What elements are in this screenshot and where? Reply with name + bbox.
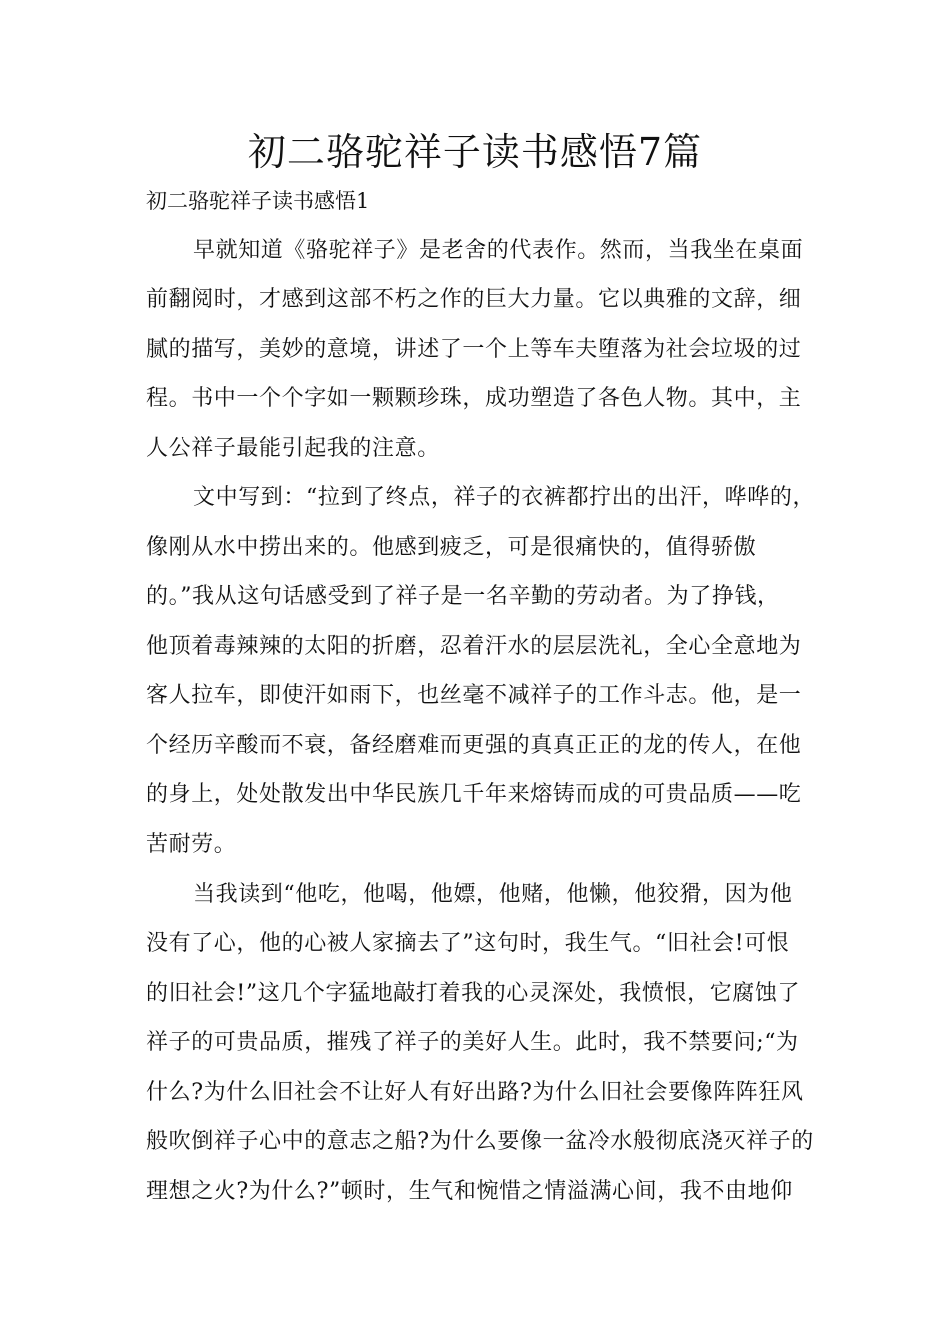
text-line: 客人拉车，即使汗如雨下，也丝毫不减祥子的工作斗志。他，是一 — [146, 683, 802, 708]
text-line: 像刚从水中捞出来的。他感到疲乏，可是很痛快的，值得骄傲 — [146, 535, 757, 560]
text-line: 祥子的可贵品质，摧残了祥子的美好人生。此时，我不禁要问;“为 — [146, 1030, 799, 1055]
section-heading: 初二骆驼祥子读书感悟1 — [146, 189, 370, 213]
text-line: 般吹倒祥子心中的意志之船?为什么要像一盆冷水般彻底浇灭祥子的 — [146, 1129, 814, 1154]
text-line: 没有了心，他的心被人家摘去了”这句时，我生气。“旧社会!可恨 — [146, 931, 790, 956]
text-line: 腻的描写，美妙的意境，讲述了一个上等车夫堕落为社会垃圾的过 — [146, 337, 802, 362]
text-line: 文中写到：“拉到了终点，祥子的衣裤都拧出的出汗，哗哗的， — [193, 485, 816, 510]
text-line: 个经历辛酸而不衰，备经磨难而更强的真真正正的龙的传人，在他 — [146, 733, 802, 758]
text-line: 前翻阅时，才感到这部不朽之作的巨大力量。它以典雅的文辞，细 — [146, 287, 802, 312]
text-line: 的身上，处处散发出中华民族几千年来熔铸而成的可贵品质——吃 — [146, 782, 802, 807]
text-line: 理想之火?为什么?”顿时，生气和惋惜之情溢满心间，我不由地仰 — [146, 1179, 793, 1204]
text-line: 什么?为什么旧社会不让好人有好出路?为什么旧社会要像阵阵狂风 — [146, 1080, 804, 1105]
text-line: 人公祥子最能引起我的注意。 — [146, 436, 440, 461]
document-title: 初二骆驼祥子读书感悟7篇 — [247, 130, 703, 174]
text-line: 当我读到“他吃，他喝，他嫖，他赌，他懒，他狡猾，因为他 — [193, 882, 793, 907]
text-line: 他顶着毒辣辣的太阳的折磨，忍着汗水的层层洗礼，全心全意地为 — [146, 634, 802, 659]
text-line: 苦耐劳。 — [146, 832, 237, 857]
text-line: 的旧社会!”这几个字猛地敲打着我的心灵深处，我愤恨，它腐蚀了 — [146, 981, 801, 1006]
text-line: 的。”我从这句话感受到了祥子是一名辛勤的劳动者。为了挣钱， — [146, 584, 780, 609]
text-line: 早就知道《骆驼祥子》是老舍的代表作。然而，当我坐在桌面 — [193, 238, 804, 263]
text-line: 程。书中一个个字如一颗颗珍珠，成功塑造了各色人物。其中，主 — [146, 386, 802, 411]
